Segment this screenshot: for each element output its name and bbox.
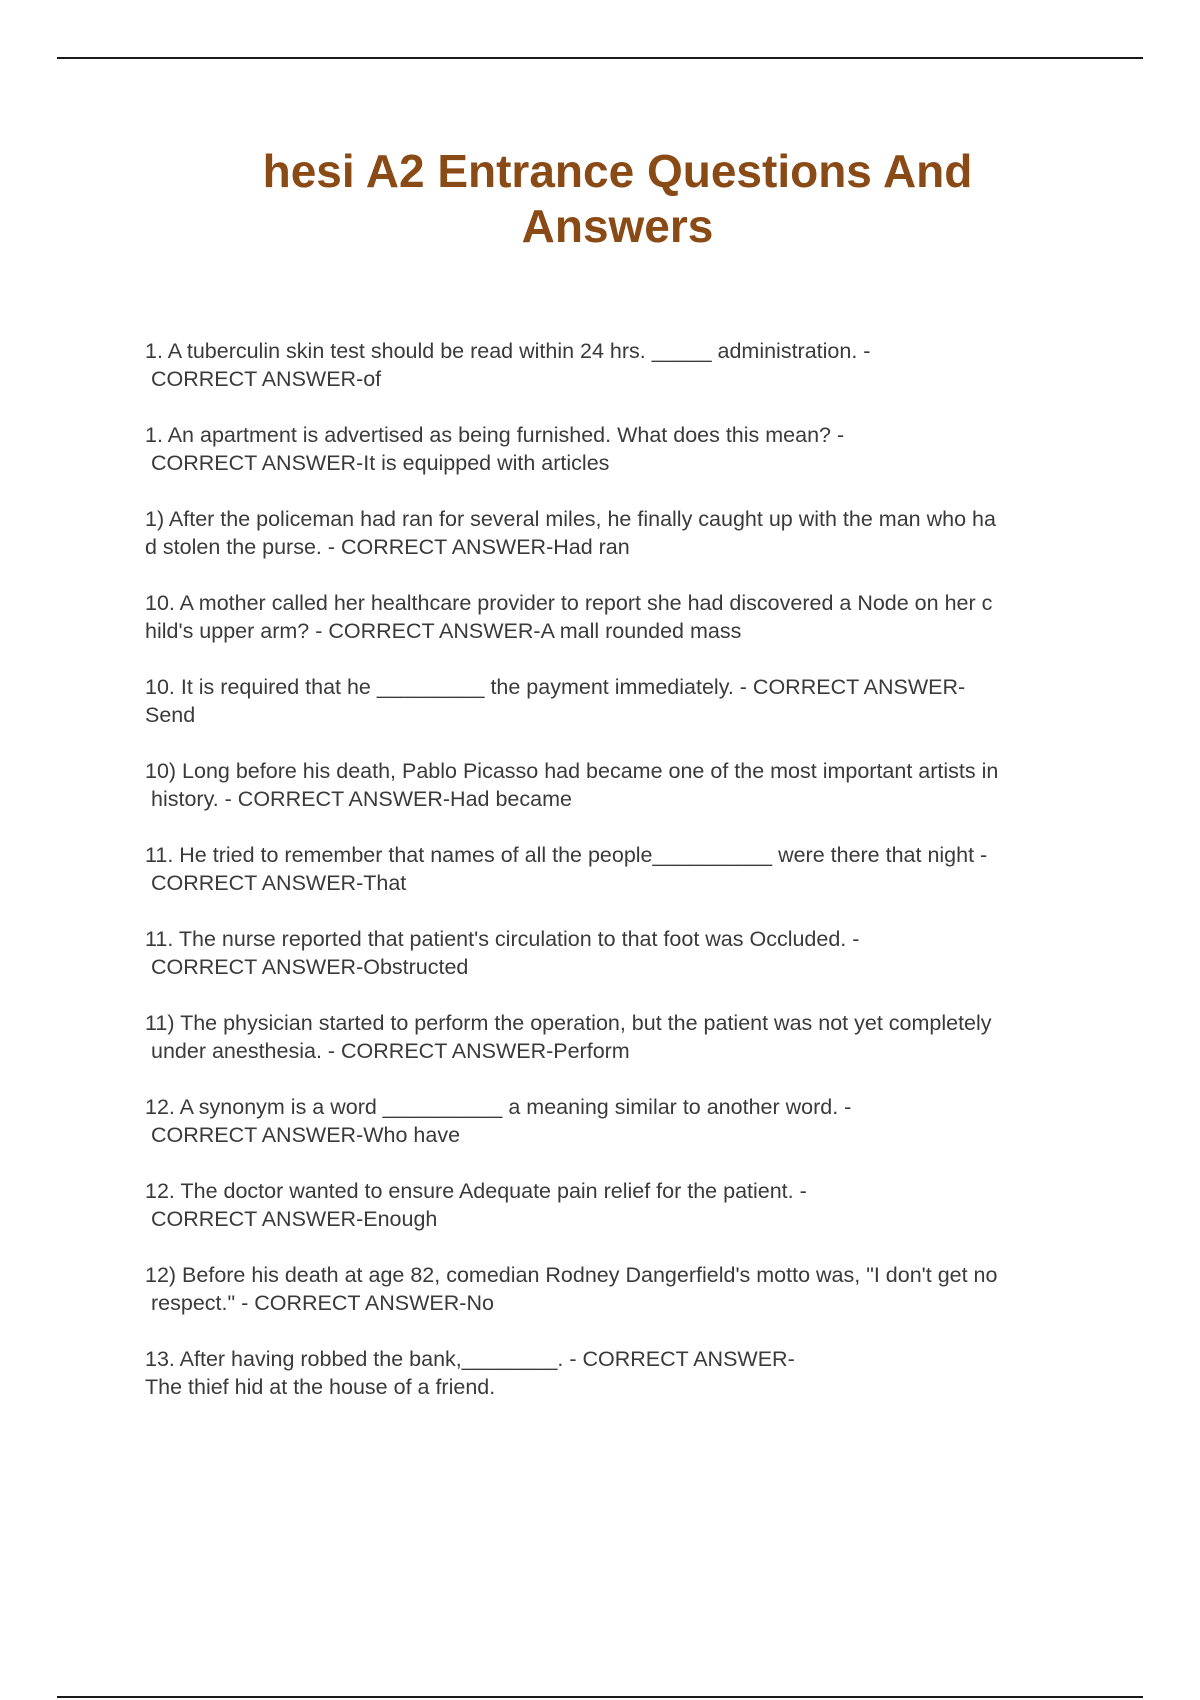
document-title (0, 144, 1200, 254)
question-answer-item (145, 337, 1095, 421)
answer-text: CORRECT ANSWER-That (151, 871, 407, 895)
question-answer-item (145, 841, 1095, 925)
question-text: 1. An apartment is advertised as being furnished. What does this mean? - (145, 423, 845, 447)
answer-text: respect." - CORRECT ANSWER-No (151, 1291, 494, 1315)
question-text: 13. After having robbed the bank,________. - CORRECT ANSWER- (145, 1347, 795, 1371)
question-answer-item (145, 421, 1095, 505)
document-title-line-1: hesi A2 Entrance Questions And (262, 145, 973, 197)
answer-text: history. - CORRECT ANSWER-Had became (151, 787, 572, 811)
question-text: 12. The doctor wanted to ensure Adequate pain relief for the patient. - (145, 1179, 807, 1203)
question-answer-item (145, 925, 1095, 1009)
question-answer-item (145, 1345, 1095, 1429)
question-text: 11. The nurse reported that patient's circulation to that foot was Occluded. - (145, 927, 860, 951)
answer-text: CORRECT ANSWER-Obstructed (151, 955, 469, 979)
question-text: 12) Before his death at age 82, comedian Rodney Dangerfield's motto was, "I don't get no (145, 1263, 998, 1287)
answer-text: CORRECT ANSWER-Who have (151, 1123, 461, 1147)
answer-text: CORRECT ANSWER-It is equipped with articles (151, 451, 610, 475)
answer-text: d stolen the purse. - CORRECT ANSWER-Had ran (145, 535, 630, 559)
answer-text: CORRECT ANSWER-of (151, 367, 382, 391)
top-rule (57, 57, 1143, 59)
question-text: 1) After the policeman had ran for several miles, he finally caught up with the man who ha (145, 507, 996, 531)
question-text: 11. He tried to remember that names of all the people__________ were there that night - (145, 843, 988, 867)
question-answer-item (145, 1009, 1095, 1093)
question-answer-item (145, 505, 1095, 589)
question-answer-item (145, 1177, 1095, 1261)
question-answer-item (145, 673, 1095, 757)
question-answer-item (145, 757, 1095, 841)
question-text: 10) Long before his death, Pablo Picasso had became one of the most important artists in (145, 759, 999, 783)
question-answer-item (145, 1093, 1095, 1177)
question-answer-item (145, 589, 1095, 673)
question-answer-list (145, 337, 1095, 1429)
answer-text: The thief hid at the house of a friend. (145, 1375, 496, 1399)
bottom-rule (57, 1696, 1143, 1698)
question-text: 12. A synonym is a word __________ a meaning similar to another word. - (145, 1095, 852, 1119)
answer-text: under anesthesia. - CORRECT ANSWER-Perform (151, 1039, 630, 1063)
question-answer-item (145, 1261, 1095, 1345)
answer-text: CORRECT ANSWER-Enough (151, 1207, 438, 1231)
question-text: 11) The physician started to perform the operation, but the patient was not yet completely (145, 1011, 992, 1035)
answer-text: hild's upper arm? - CORRECT ANSWER-A mall rounded mass (145, 619, 742, 643)
question-text: 1. A tuberculin skin test should be read within 24 hrs. _____ administration. - (145, 339, 871, 363)
question-text: 10. A mother called her healthcare provider to report she had discovered a Node on her c (145, 591, 993, 615)
answer-text: Send (145, 703, 196, 727)
document-title-line-2: Answers (521, 200, 714, 252)
question-text: 10. It is required that he _________ the payment immediately. - CORRECT ANSWER- (145, 675, 966, 699)
